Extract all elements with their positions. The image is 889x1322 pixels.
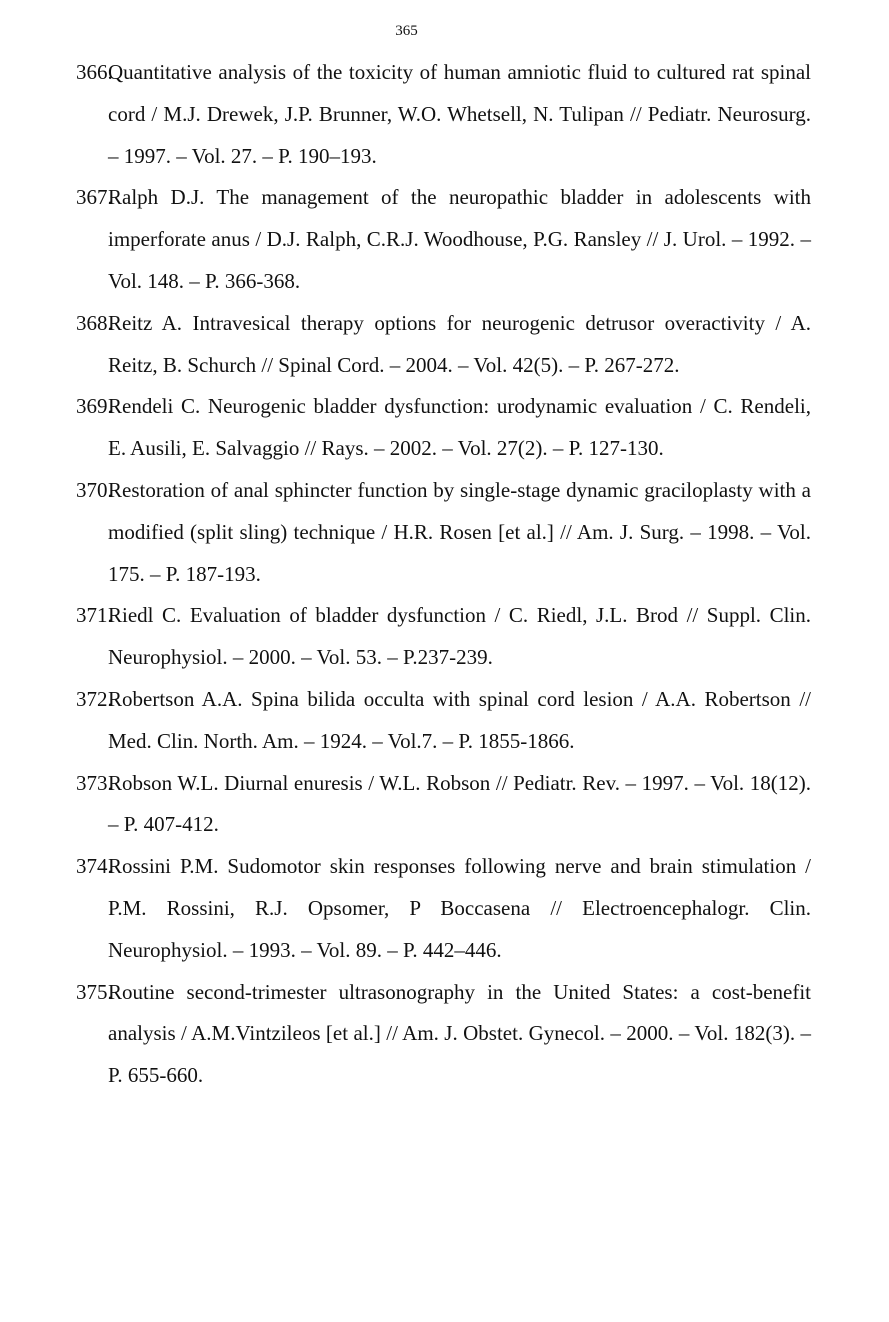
reference-item xyxy=(76,386,811,470)
reference-number: 372. xyxy=(76,686,113,711)
reference-text: Rossini P.M. Sudomotor skin responses following nerve and brain stimulation / P.M. Rossini, R.J. Opsomer, P Boccasena // Electroencephalogr. Clin. Neurophysiol. – 1993. – Vol. 89. – P. 442–446. xyxy=(108,854,811,962)
reference-text: Reitz A. Intravesical therapy options for neurogenic detrusor overactivity / A. Reitz, B. Schurch // Spinal Cord. – 2004. – Vol. 42(5). – P. 267-272. xyxy=(108,310,811,377)
reference-item xyxy=(76,679,811,763)
reference-item xyxy=(76,52,811,177)
reference-text: Rendeli C. Neurogenic bladder dysfunction: urodynamic evaluation / C. Rendeli, E. Ausili, E. Salvaggio // Rays. – 2002. – Vol. 27(2). – P. 127-130. xyxy=(108,394,811,461)
reference-text: Restoration of anal sphincter function by single-stage dynamic graciloplasty with a modified (split sling) technique / H.R. Rosen [et al.] // Am. J. Surg. – 1998. – Vol. 175. – P. 187-193. xyxy=(108,477,811,586)
reference-text: Quantitative analysis of the toxicity of human amniotic fluid to cultured rat spinal cord / M.J. Drewek, J.P. Brunner, W.O. Whetsell, N. Tulipan // Pediatr. Neurosurg. – 1997. – Vol. 27. – P. 190–193. xyxy=(108,60,811,168)
reference-item xyxy=(76,595,811,679)
reference-list xyxy=(76,52,811,1097)
reference-number: 370. xyxy=(76,477,113,502)
reference-number: 367. xyxy=(76,185,113,210)
reference-number: 373. xyxy=(76,770,113,795)
reference-item xyxy=(76,972,811,1097)
reference-text: Robson W.L. Diurnal enuresis / W.L. Robson // Pediatr. Rev. – 1997. – Vol. 18(12). – P. 407-412. xyxy=(108,770,811,837)
reference-number: 371. xyxy=(76,603,113,628)
reference-item xyxy=(76,763,811,847)
reference-item xyxy=(76,177,811,302)
reference-item xyxy=(76,303,811,387)
reference-text: Robertson A.A. Spina bilida occulta with spinal cord lesion / A.A. Robertson // Med. Clin. North. Am. – 1924. – Vol.7. – P. 1855-1866. xyxy=(108,686,811,753)
reference-text: Ralph D.J. The management of the neuropathic bladder in adolescents with imperforate anus / D.J. Ralph, C.R.J. Woodhouse, P.G. Ransley // J. Urol. – 1992. – Vol. 148. – P. 366-368. xyxy=(108,185,811,293)
reference-number: 366. xyxy=(76,60,113,84)
reference-item xyxy=(76,470,811,595)
reference-number: 374. xyxy=(76,854,113,879)
reference-number: 375. xyxy=(76,979,113,1004)
reference-number: 368. xyxy=(76,310,113,335)
reference-number: 369. xyxy=(76,394,113,419)
reference-text: Routine second-trimester ultrasonography in the United States: a cost-benefit analysis / A.M.Vintzileos [et al.] // Am. J. Obstet. Gynecol. – 2000. – Vol. 182(3). – P. 655-660. xyxy=(108,979,811,1088)
reference-text: Riedl C. Evaluation of bladder dysfunction / C. Riedl, J.L. Brod // Suppl. Clin. Neurophysiol. – 2000. – Vol. 53. – P.237-239. xyxy=(108,603,811,670)
page-number: 365 xyxy=(395,23,418,39)
reference-item xyxy=(76,846,811,971)
